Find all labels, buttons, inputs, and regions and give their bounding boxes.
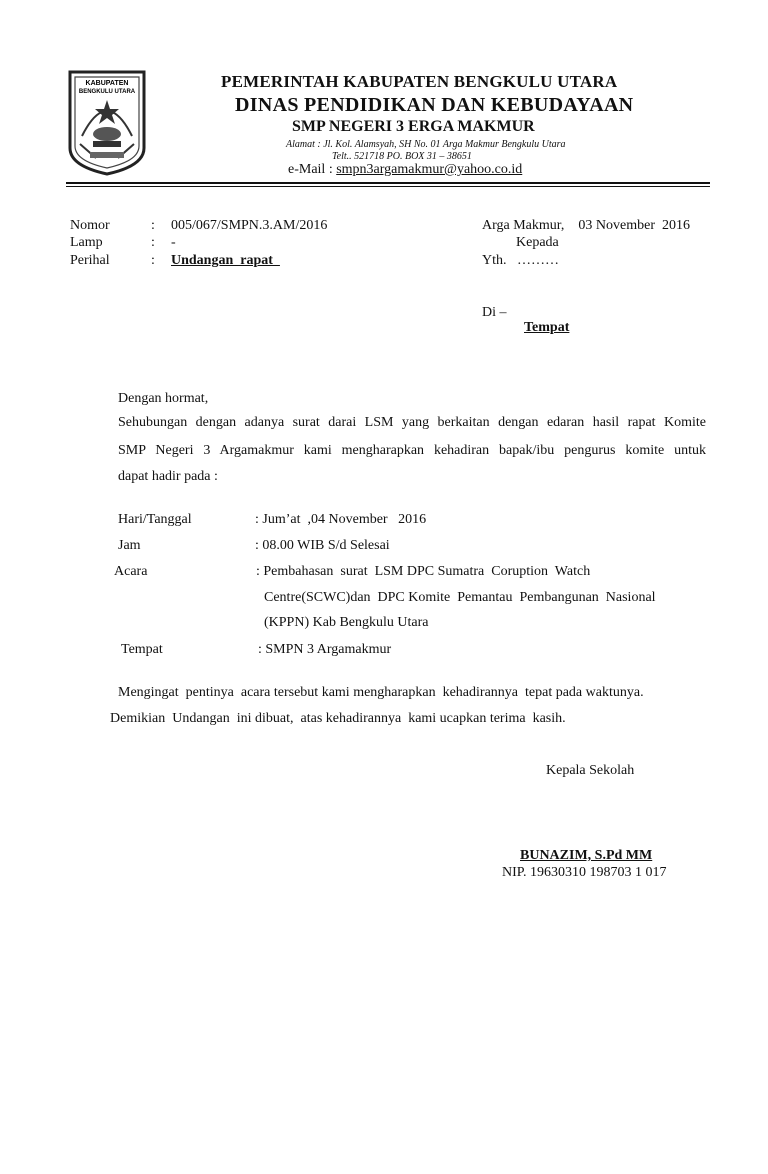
- signature-title: Kepala Sekolah: [546, 763, 635, 778]
- nomor-colon: :: [151, 218, 155, 233]
- place-date: Arga Makmur, 03 November 2016: [482, 218, 690, 233]
- jam-value: : 08.00 WIB S/d Selesai: [255, 538, 390, 553]
- closing-line-1: Mengingat pentinya acara tersebut kami mengharapkan kehadirannya tepat pada waktunya.: [118, 685, 644, 700]
- hari-label: Hari/Tanggal: [118, 512, 192, 527]
- letterhead-email: [288, 162, 522, 178]
- recipient-tempat: Tempat: [524, 320, 570, 335]
- tempat-value: : SMPN 3 Argamakmur: [258, 642, 392, 657]
- signature-nip: NIP. 19630310 198703 1 017: [502, 865, 667, 880]
- signature-name: BUNAZIM, S.Pd MM: [520, 848, 653, 863]
- letterhead-divider-thick: [66, 182, 710, 184]
- closing-line-2: Demikian Undangan ini dibuat, atas kehadirannya kami ucapkan terima kasih.: [110, 711, 566, 726]
- acara-line-3: (KPPN) Kab Bengkulu Utara: [264, 615, 429, 630]
- acara-line-2: Centre(SCWC)dan DPC Komite Pemantau Pembangunan Nasional: [264, 590, 656, 605]
- recipient-di: Di –: [482, 305, 507, 320]
- letterhead-address: Alamat : Jl. Kol. Alamsyah, SH No. 01 Arga Makmur Bengkulu Utara: [286, 139, 566, 150]
- perihal-label: Perihal: [70, 253, 110, 268]
- acara-label: Acara: [114, 564, 148, 579]
- nomor-value: 005/067/SMPN.3.AM/2016: [171, 218, 328, 233]
- recipient-kepada: Kepada: [516, 235, 559, 250]
- email-link[interactable]: smpn3argamakmur@yahoo.co.id: [336, 162, 523, 177]
- recipient-yth: Yth. ………: [482, 253, 559, 268]
- lamp-label: Lamp: [70, 235, 103, 250]
- paragraph-line-2: SMP Negeri 3 Argamakmur kami mengharapkan kehadiran bapak/ibu pengurus komite untuk: [118, 443, 706, 458]
- nomor-label: Nomor: [70, 218, 110, 233]
- letterhead-government: PEMERINTAH KABUPATEN BENGKULU UTARA: [221, 72, 618, 91]
- paragraph-line-3: dapat hadir pada :: [118, 469, 218, 484]
- tempat-label: Tempat: [121, 642, 163, 657]
- email-label: e-Mail :: [288, 162, 337, 177]
- greeting: Dengan hormat,: [118, 391, 209, 406]
- school-emblem-logo: [66, 66, 148, 178]
- letterhead-phone-pobox: Telt.. 521718 PO. BOX 31 – 38651: [332, 151, 472, 162]
- perihal-value: Undangan rapat: [171, 253, 280, 268]
- paragraph-line-1: Sehubungan dengan adanya surat darai LSM yang berkaitan dengan edaran hasil rapat Komite: [118, 415, 706, 430]
- logo-text-region: BENGKULU UTARA: [78, 89, 136, 95]
- letterhead-department: DINAS PENDIDIKAN DAN KEBUDAYAAN: [235, 94, 634, 116]
- perihal-colon: :: [151, 253, 155, 268]
- letterhead-school-name: SMP NEGERI 3 ERGA MAKMUR: [292, 118, 535, 135]
- logo-text-kabupaten: KABUPATEN: [85, 80, 129, 87]
- lamp-value: -: [171, 235, 176, 250]
- letterhead-divider-thin: [66, 186, 710, 187]
- hari-value: : Jum’at ,04 November 2016: [255, 512, 427, 527]
- lamp-colon: :: [151, 235, 155, 250]
- acara-line-1: : Pembahasan surat LSM DPC Sumatra Coruption Watch: [256, 564, 591, 579]
- jam-label: Jam: [118, 538, 141, 553]
